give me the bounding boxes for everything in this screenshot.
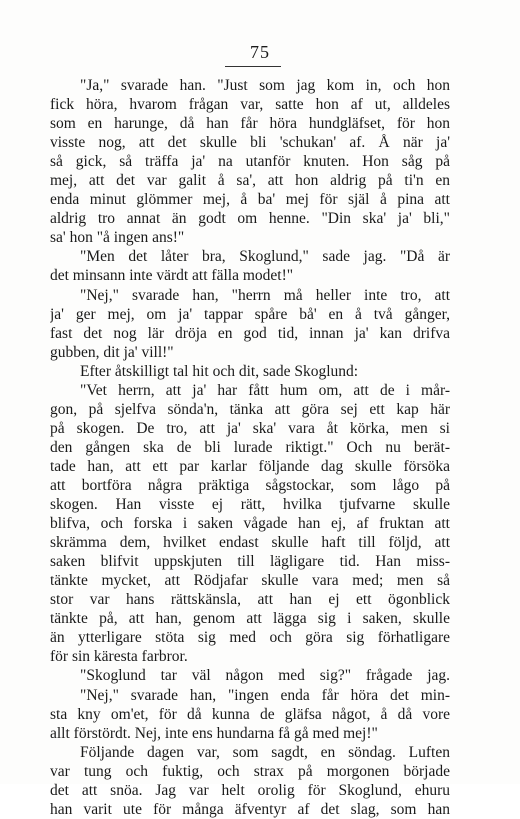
text-line: aldrig tro annat än godt om henne. "Din ska' ja' bli,"	[50, 210, 450, 228]
text-line: mej, att det var galit å sa', att hon aldrig på ti'n en	[50, 172, 450, 190]
text-line: Efter åtskilligt tal hit och dit, sade Skoglund:	[80, 362, 359, 380]
text-line: han varit ute för många äfventyr af det slag, som han	[50, 800, 450, 818]
text-line: enda minut glömmer mej, å ba' mej för själ å pina att	[50, 191, 450, 209]
text-line: gon, på sjelfva sönda'n, tänka att göra sej ett kap här	[50, 400, 450, 418]
text-line: allt förstördt. Nej, inte ens hundarna få gå med mej!"	[50, 724, 378, 742]
text-line: tänkte på, att han, genom att lägga sig i saken, skulle	[50, 610, 450, 628]
text-line: det minsann inte värdt att fälla modet!"	[50, 267, 294, 285]
text-line: "Skoglund tar väl någon med sig?" frågade jag.	[80, 667, 450, 685]
text-line: sta kny om'et, för då kunna de gläfsa något, å då vore	[50, 705, 450, 723]
text-line: "Nej," svarade han, "herrn må heller inte tro, att	[80, 286, 450, 304]
text-line: tade han, att ett par karlar följande dag skulle försöka	[50, 457, 450, 475]
text-line: så gick, så träffa ja' na utanför knuten. Hon såg på	[50, 153, 450, 171]
text-line: ja' ger mej, om ja' tappar spåre bå' en å två gånger,	[50, 305, 450, 323]
text-line: det att snöa. Jag var helt orolig för Skoglund, ehuru	[50, 781, 450, 799]
text-line: "Ja," svarade han. "Just som jag kom in, och hon	[80, 77, 450, 94]
text-line: tänkte mycket, att Rödjafar skulle vara med; men så	[50, 572, 450, 590]
text-line: stor var hans rättskänsla, att han ej ett ögonblick	[50, 591, 450, 609]
text-line: på skogen. De tro, att ja' ska' vara åt körka, men si	[50, 419, 450, 437]
text-line: än ytterligare stöta sig med och göra sig förhatligare	[50, 629, 450, 647]
text-line: "Vet herrn, att ja' har fått hum om, att de i mår-	[80, 381, 450, 399]
text-line: blifva, och forska i saken vågade han ej, af fruktan att	[50, 515, 450, 533]
text-line: att bortföra några präktiga sågstockar, som lågo på	[50, 476, 450, 494]
text-line: saken blifvit uppskjuten till lägligare tid. Han miss-	[50, 553, 450, 571]
text-line: Följande dagen var, som sagdt, en söndag. Luften	[80, 743, 450, 761]
text-line: den gången ska de bli lurade riktigt." Och nu berät-	[50, 438, 450, 456]
text-line: var tung och fuktig, och strax på morgonen började	[50, 762, 450, 780]
text-line: för sin käresta farbror.	[50, 648, 188, 666]
text-line: "Men det låter bra, Skoglund," sade jag. "Då är	[80, 248, 450, 266]
text-line: fick höra, hvarom frågan var, satte hon af ut, alldeles	[50, 96, 450, 114]
text-line: "Nej," svarade han, "ingen enda får höra det min-	[80, 686, 450, 704]
text-line: sa' hon "å ingen ans!"	[50, 229, 185, 247]
header-rule	[225, 66, 281, 67]
text-line: som en harunge, då han får höra hundgläfset, för hon	[50, 115, 450, 133]
text-line: visste nog, att det skulle bli 'schukan' af. Å när ja'	[50, 134, 450, 152]
text-line: fast det nog lär dröja en god tid, innan ja' kan drifva	[50, 324, 450, 342]
text-line: skrämma dem, hvilket endast skulle haft till följd, att	[50, 534, 450, 552]
page-number: 75	[250, 42, 270, 62]
body-text	[50, 76, 450, 819]
text-line: gubben, dit ja' vill!"	[50, 343, 174, 361]
text-line: skogen. Han visste ej rätt, hvilka tjufvarne skulle	[50, 496, 450, 514]
